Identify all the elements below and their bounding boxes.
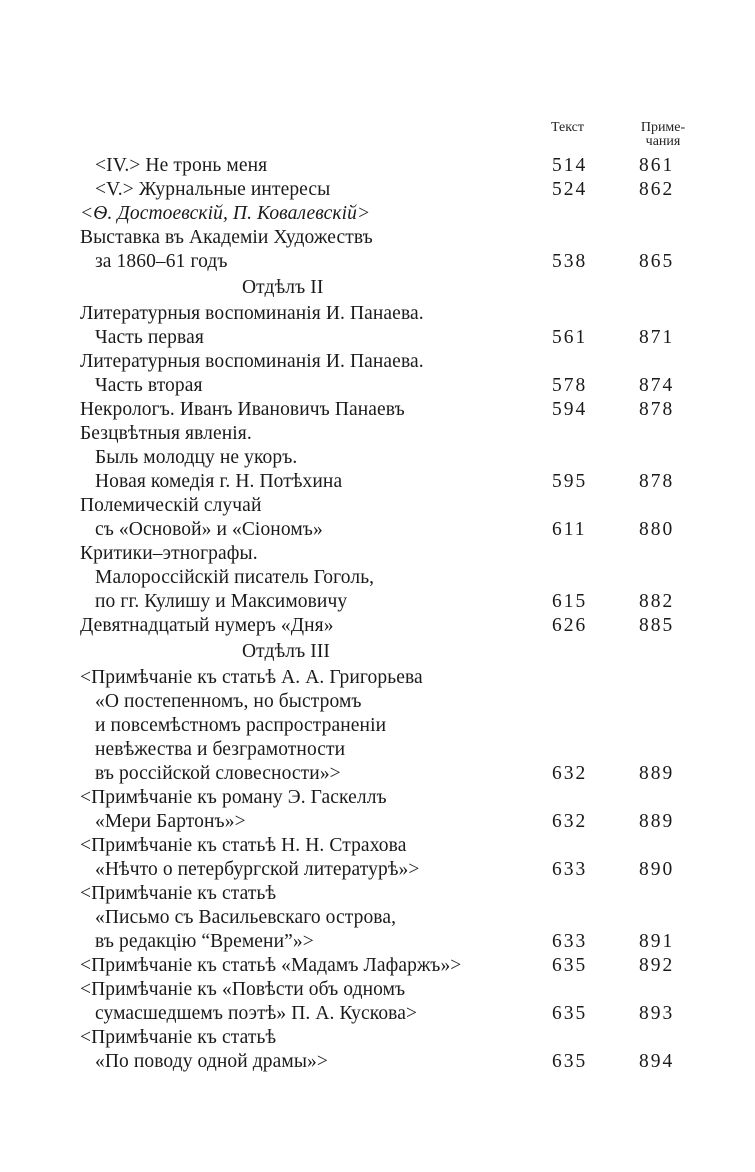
notes-page-number: 882	[639, 591, 675, 612]
entry-title: «О постепенномъ, но быстромъ	[95, 691, 362, 712]
toc-entry	[80, 518, 700, 542]
notes-page-number: 880	[639, 519, 675, 540]
notes-page-number: 874	[639, 375, 675, 396]
entry-title: <IV.> Не тронь меня	[95, 155, 268, 176]
column-header-notes-line2: чания	[645, 134, 681, 149]
entry-title: <Ѳ. Достоевскій, П. Ковалевскій>	[80, 203, 371, 224]
entry-title: Критики–этнографы.	[80, 543, 258, 564]
entry-title: Быль молодцу не укоръ.	[95, 447, 298, 468]
toc-entry	[80, 738, 700, 762]
toc-entry	[80, 250, 700, 274]
text-page-number: 595	[552, 471, 588, 492]
notes-page-number: 890	[639, 859, 675, 880]
toc-entry	[80, 542, 700, 566]
entry-title: <V.> Журнальные интересы	[95, 179, 331, 200]
section-heading	[80, 640, 700, 664]
toc-entry	[80, 690, 700, 714]
toc-entry	[80, 226, 700, 250]
entry-title: Часть первая	[95, 327, 204, 348]
entry-title: «Мери Бартонъ»>	[95, 811, 246, 832]
toc-entry	[80, 762, 700, 786]
entry-title: въ россійской словесности»>	[95, 763, 341, 784]
entry-title: по гг. Кулишу и Максимовичу	[95, 591, 348, 612]
entry-title: Девятнадцатый нумеръ «Дня»	[80, 615, 334, 636]
toc-entry	[80, 326, 700, 350]
table-of-contents	[80, 154, 700, 1074]
toc-entry	[80, 154, 700, 178]
entry-title: <Примѣчаніе къ статьѣ	[80, 883, 277, 904]
entry-title: Малороссійскій писатель Гоголь,	[95, 567, 375, 588]
text-page-number: 524	[552, 179, 588, 200]
notes-page-number: 865	[639, 251, 675, 272]
notes-page-number: 892	[639, 955, 675, 976]
notes-page-number: 885	[639, 615, 675, 636]
entry-title: Выставка въ Академіи Художествъ	[80, 227, 373, 248]
text-page-number: 611	[552, 519, 587, 540]
entry-title: Полемическій случай	[80, 495, 262, 516]
column-header-notes	[636, 121, 690, 149]
toc-entry	[80, 494, 700, 518]
text-page-number: 538	[552, 251, 588, 272]
toc-entry	[80, 374, 700, 398]
toc-entry	[80, 954, 700, 978]
entry-title: сумасшедшемъ поэтѣ» П. А. Кускова>	[95, 1003, 418, 1024]
text-page-number: 626	[552, 615, 588, 636]
toc-entry	[80, 470, 700, 494]
toc-entry	[80, 882, 700, 906]
toc-entry	[80, 834, 700, 858]
entry-title: «Письмо съ Васильевскаго острова,	[95, 907, 397, 928]
entry-title: Некрологъ. Иванъ Ивановичъ Панаевъ	[80, 399, 405, 420]
text-page-number: 594	[552, 399, 588, 420]
entry-title: «Нѣчто о петербургской литературѣ»>	[95, 859, 420, 880]
toc-entry	[80, 1050, 700, 1074]
notes-page-number: 893	[639, 1003, 675, 1024]
entry-title: <Примѣчаніе къ статьѣ «Мадамъ Лафаржъ»>	[80, 955, 462, 976]
text-page-number: 635	[552, 1003, 588, 1024]
notes-page-number: 891	[639, 931, 675, 952]
toc-entry	[80, 302, 700, 326]
notes-page-number: 861	[639, 155, 675, 176]
entry-title: невѣжества и безграмотности	[95, 739, 346, 760]
entry-title: <Примѣчаніе къ статьѣ А. А. Григорьева	[80, 667, 423, 688]
entry-title: <Примѣчаніе къ «Повѣсти объ одномъ	[80, 979, 406, 1000]
toc-entry	[80, 446, 700, 470]
notes-page-number: 862	[639, 179, 675, 200]
column-header-notes-line1: Приме-	[640, 120, 686, 135]
notes-page-number: 878	[639, 471, 675, 492]
text-page-number: 633	[552, 859, 588, 880]
entry-title: съ «Основой» и «Сіономъ»	[95, 519, 323, 540]
toc-entry	[80, 398, 700, 422]
toc-entry	[80, 590, 700, 614]
text-page-number: 632	[552, 763, 588, 784]
entry-title: Литературныя воспоминанія И. Панаева.	[80, 351, 424, 372]
notes-page-number: 871	[639, 327, 675, 348]
entry-title: въ редакцію “Времени”»>	[95, 931, 314, 952]
toc-entry	[80, 858, 700, 882]
text-page-number: 635	[552, 955, 588, 976]
notes-page-number: 878	[639, 399, 675, 420]
toc-entry	[80, 566, 700, 590]
entry-title: Часть вторая	[95, 375, 203, 396]
entry-title: и повсемѣстномъ распространеніи	[95, 715, 387, 736]
notes-page-number: 894	[639, 1051, 675, 1072]
notes-page-number: 889	[639, 811, 675, 832]
toc-entry	[80, 930, 700, 954]
toc-entry	[80, 422, 700, 446]
entry-title: <Примѣчаніе къ статьѣ	[80, 1027, 277, 1048]
toc-entry	[80, 786, 700, 810]
entry-title: «По поводу одной драмы»>	[95, 1051, 328, 1072]
entry-title: за 1860–61 годъ	[95, 251, 228, 272]
toc-entry	[80, 666, 700, 690]
toc-entry	[80, 906, 700, 930]
text-page-number: 561	[552, 327, 588, 348]
entry-title: <Примѣчаніе къ статьѣ Н. Н. Страхова	[80, 835, 407, 856]
text-page-number: 578	[552, 375, 588, 396]
entry-title: <Примѣчаніе къ роману Э. Гаскеллъ	[80, 787, 387, 808]
entry-title: Новая комедія г. Н. Потѣхина	[95, 471, 343, 492]
toc-entry	[80, 714, 700, 738]
entry-title: Безцвѣтныя явленія.	[80, 423, 252, 444]
text-page-number: 514	[552, 155, 588, 176]
notes-page-number: 889	[639, 763, 675, 784]
section-title: Отдѣлъ III	[242, 641, 331, 662]
toc-entry	[80, 202, 700, 226]
text-page-number: 615	[552, 591, 588, 612]
toc-entry	[80, 810, 700, 834]
toc-entry	[80, 614, 700, 638]
toc-entry	[80, 978, 700, 1002]
text-page-number: 632	[552, 811, 588, 832]
toc-entry	[80, 1002, 700, 1026]
toc-entry	[80, 350, 700, 374]
column-header-text: Текст	[551, 120, 585, 135]
text-page-number: 635	[552, 1051, 588, 1072]
section-heading	[80, 276, 700, 300]
text-page-number: 633	[552, 931, 588, 952]
toc-entry	[80, 178, 700, 202]
section-title: Отдѣлъ II	[242, 277, 324, 298]
entry-title: Литературныя воспоминанія И. Панаева.	[80, 303, 424, 324]
toc-entry	[80, 1026, 700, 1050]
